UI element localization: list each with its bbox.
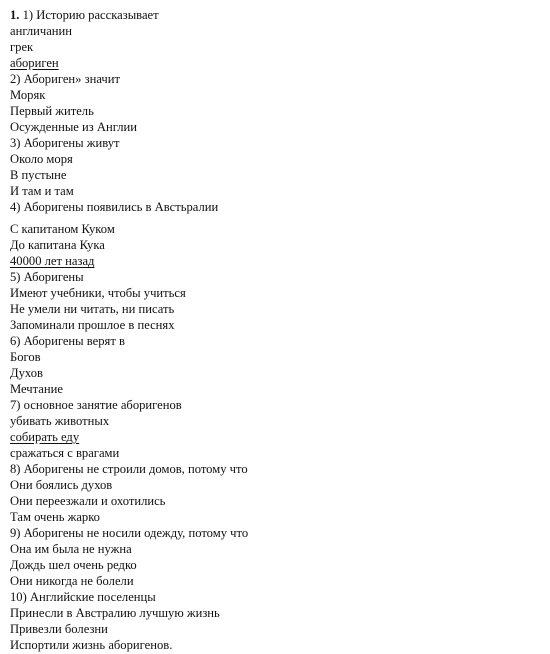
answer-3-b: В пустыне: [10, 168, 67, 182]
answer-6-c: Мечтание: [10, 382, 63, 396]
answer-6-b: Духов: [10, 366, 43, 380]
answer-2-a: Моряк: [10, 88, 46, 102]
answer-7-a: убивать животных: [10, 414, 110, 428]
answer-1-a: англичанин: [10, 24, 73, 38]
answer-5-b: Не умели ни читать, ни писать: [10, 302, 175, 316]
answer-6-a: Богов: [10, 350, 41, 364]
answer-3-a: Около моря: [10, 152, 73, 166]
answer-5-a: Имеют учебники, чтобы учиться: [10, 286, 186, 300]
question-9: 9) Аборигены не носили одежду, потому что: [10, 526, 249, 540]
question-8: 8) Аборигены не строили домов, потому что: [10, 462, 248, 476]
answer-10-a: Принесли в Австралию лучшую жизнь: [10, 606, 220, 620]
answer-8-a: Они боялись духов: [10, 478, 113, 492]
answer-8-c: Там очень жарко: [10, 510, 100, 524]
answer-2-b: Первый житель: [10, 104, 94, 118]
answer-4-b: До капитана Кука: [10, 238, 105, 252]
question-6: 6) Аборигены верят в: [10, 334, 125, 348]
question-7: 7) основное занятие аборигенов: [10, 398, 182, 412]
question-5: 5) Аборигены: [10, 270, 84, 284]
answer-1-c: абориген: [10, 56, 59, 70]
heading-number: 1.: [10, 8, 20, 22]
question-4: 4) Аборигены появились в Австьралии: [10, 200, 219, 214]
answer-10-c: Испортили жизнь аборигенов.: [10, 638, 173, 652]
answer-9-a: Она им была не нужна: [10, 542, 132, 556]
answer-8-b: Они переезжали и охотились: [10, 494, 166, 508]
question-10: 10) Английские поселенцы: [10, 590, 156, 604]
answer-7-c: сражаться с врагами: [10, 446, 120, 460]
answer-4-a: С капитаном Куком: [10, 222, 115, 236]
answer-1-b: грек: [10, 40, 34, 54]
answer-9-c: Они никогда не болели: [10, 574, 134, 588]
question-1: 1) Историю рассказывает: [22, 8, 159, 22]
answer-4-c: 40000 лет назад: [10, 254, 95, 268]
answer-9-b: Дождь шел очень редко: [10, 558, 137, 572]
answer-2-c: Осужденные из Англии: [10, 120, 138, 134]
question-2: 2) Абориген» значит: [10, 72, 120, 86]
answer-3-c: И там и там: [10, 184, 74, 198]
answer-5-c: Запоминали прошлое в песнях: [10, 318, 175, 332]
line-1: [10, 8, 159, 24]
answer-7-b: собирать еду: [10, 430, 80, 444]
question-3: 3) Аборигены живут: [10, 136, 120, 150]
answer-10-b: Привезли болезни: [10, 622, 108, 636]
